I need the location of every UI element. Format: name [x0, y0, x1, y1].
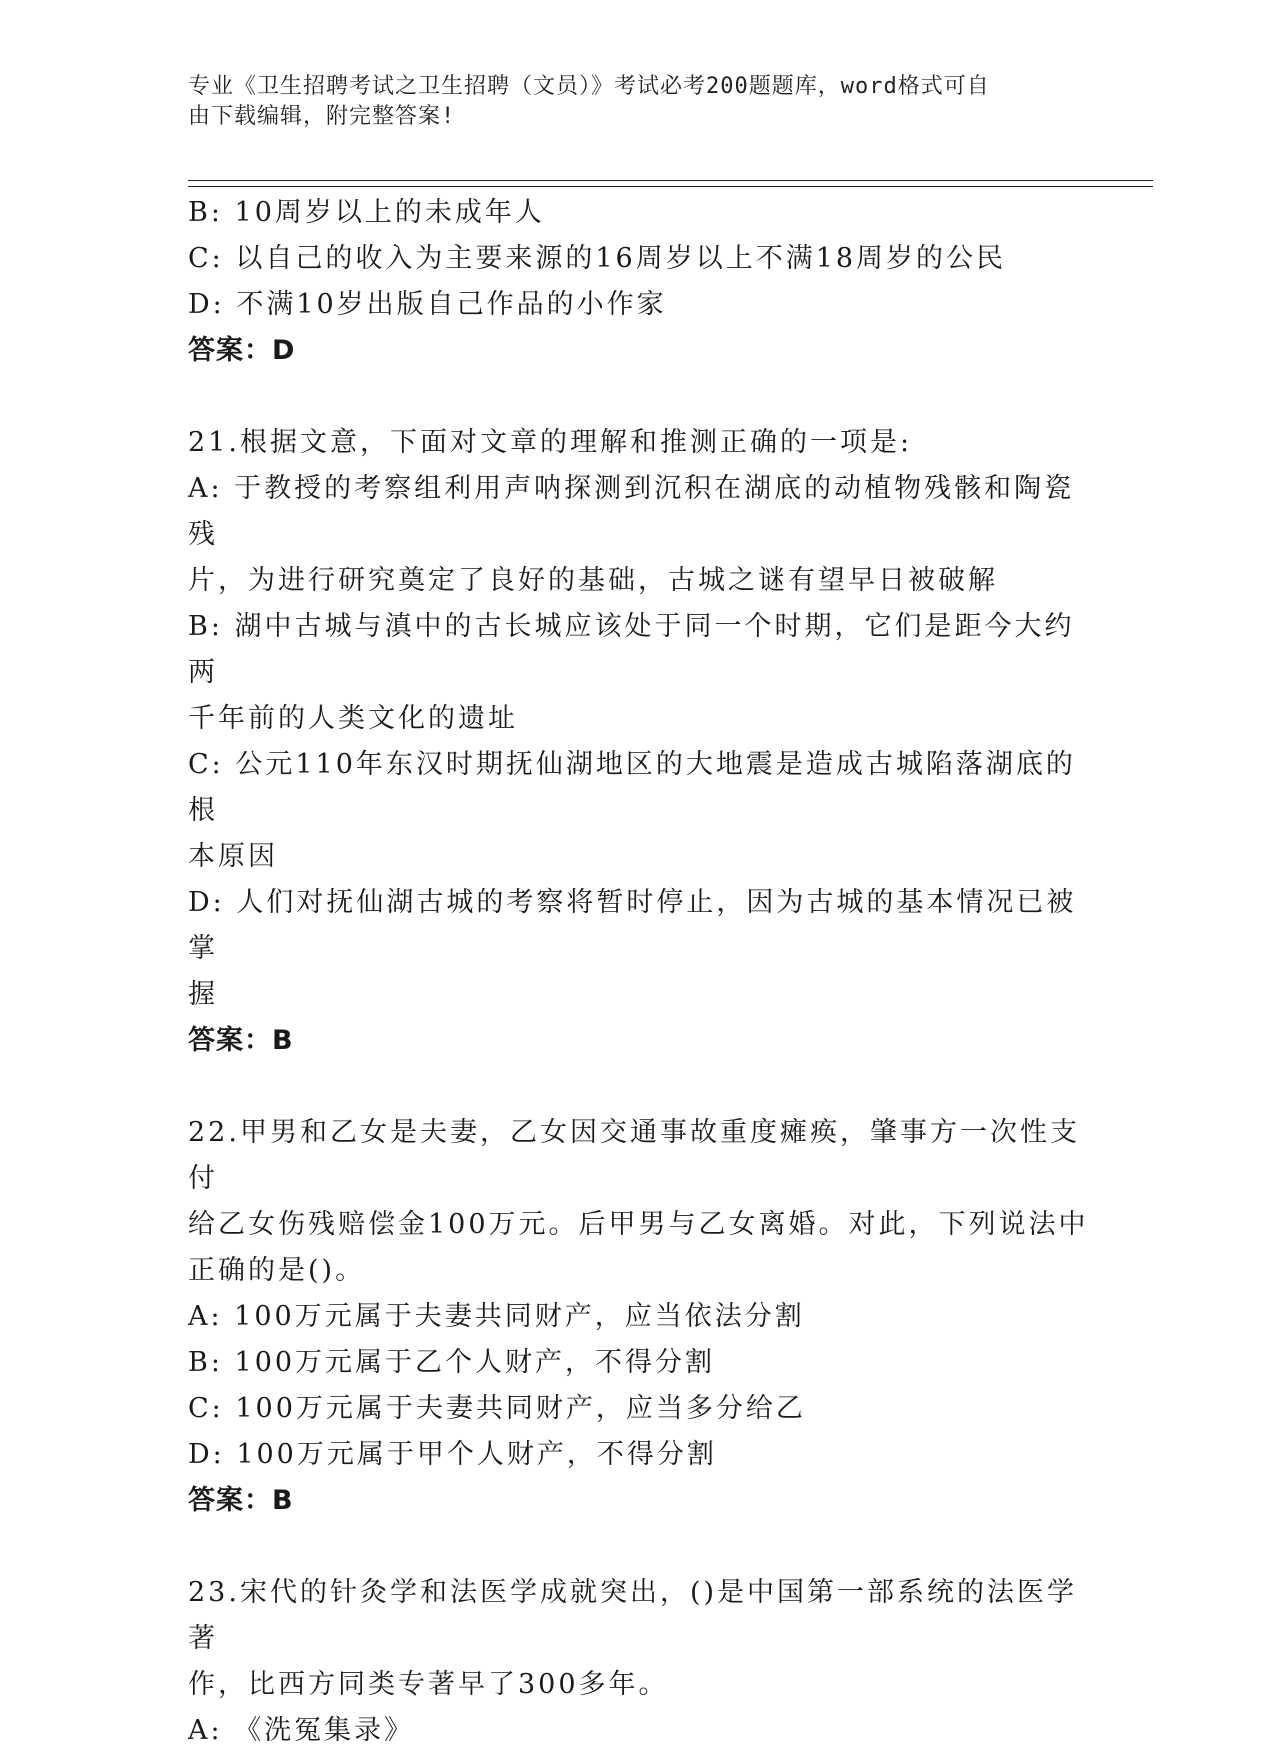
option-a: A: 于教授的考察组利用声呐探测到沉积在湖底的动植物残骸和陶瓷残: [188, 473, 1075, 550]
question-stem: 23.宋代的针灸学和法医学成就突出，()是中国第一部系统的法医学著: [188, 1577, 1078, 1654]
answer: 答案：D: [188, 335, 296, 366]
option-d-continued: 握: [188, 979, 218, 1010]
option-b: B: 湖中古城与滇中的古长城应该处于同一个时期，它们是距今大约两: [188, 611, 1075, 688]
question-stem-continued: 作，比西方同类专著早了300多年。: [188, 1669, 669, 1700]
answer: 答案：B: [188, 1025, 294, 1056]
spacer: [188, 374, 1093, 420]
question-stem: 21.根据文意，下面对文章的理解和推测正确的一项是:: [188, 427, 913, 458]
answer: 答案：B: [188, 1485, 294, 1516]
option-b-continued: 千年前的人类文化的遗址: [188, 703, 518, 734]
option-a-continued: 片，为进行研究奠定了良好的基础，古城之谜有望早日被破解: [188, 565, 998, 596]
option-c: C: 以自己的收入为主要来源的16周岁以上不满18周岁的公民: [188, 243, 1007, 274]
header-rule-top: [188, 180, 1153, 181]
option-a: A: 《洗冤集录》: [188, 1715, 415, 1746]
question-21: [188, 420, 1093, 1064]
option-c-continued: 本原因: [188, 841, 278, 872]
option-c: C: 公元110年东汉时期抚仙湖地区的大地震是造成古城陷落湖底的根: [188, 749, 1076, 826]
option-c: C: 100万元属于夫妻共同财产，应当多分给乙: [188, 1393, 806, 1424]
option-d: D: 人们对抚仙湖古城的考察将暂时停止，因为古城的基本情况已被掌: [188, 887, 1077, 964]
option-d: D: 不满10岁出版自己作品的小作家: [188, 289, 667, 320]
option-a: A: 100万元属于夫妻共同财产，应当依法分割: [188, 1301, 805, 1332]
header-line-2: 由下载编辑，附完整答案!: [188, 104, 456, 129]
question-20-tail: [188, 190, 1093, 374]
spacer: [188, 1524, 1093, 1570]
option-b: B: 10周岁以上的未成年人: [188, 197, 545, 228]
question-stem-continued: 给乙女伤残赔偿金100万元。后甲男与乙女离婚。对此，下列说法中: [188, 1209, 1089, 1240]
header-line-1: 专业《卫生招聘考试之卫生招聘（文员）》考试必考200题题库，word格式可自: [188, 74, 990, 99]
option-b: B: 100万元属于乙个人财产，不得分割: [188, 1347, 716, 1378]
question-content: [188, 190, 1093, 1754]
document-header: [188, 72, 1088, 132]
option-d: D: 100万元属于甲个人财产，不得分割: [188, 1439, 717, 1470]
spacer: [188, 1064, 1093, 1110]
question-22: [188, 1110, 1093, 1524]
header-rule-bottom: [188, 186, 1153, 187]
question-stem: 22.甲男和乙女是夫妻，乙女因交通事故重度瘫痪，肇事方一次性支付: [188, 1117, 1080, 1194]
question-23: [188, 1570, 1093, 1754]
question-stem-continued: 正确的是()。: [188, 1255, 366, 1286]
